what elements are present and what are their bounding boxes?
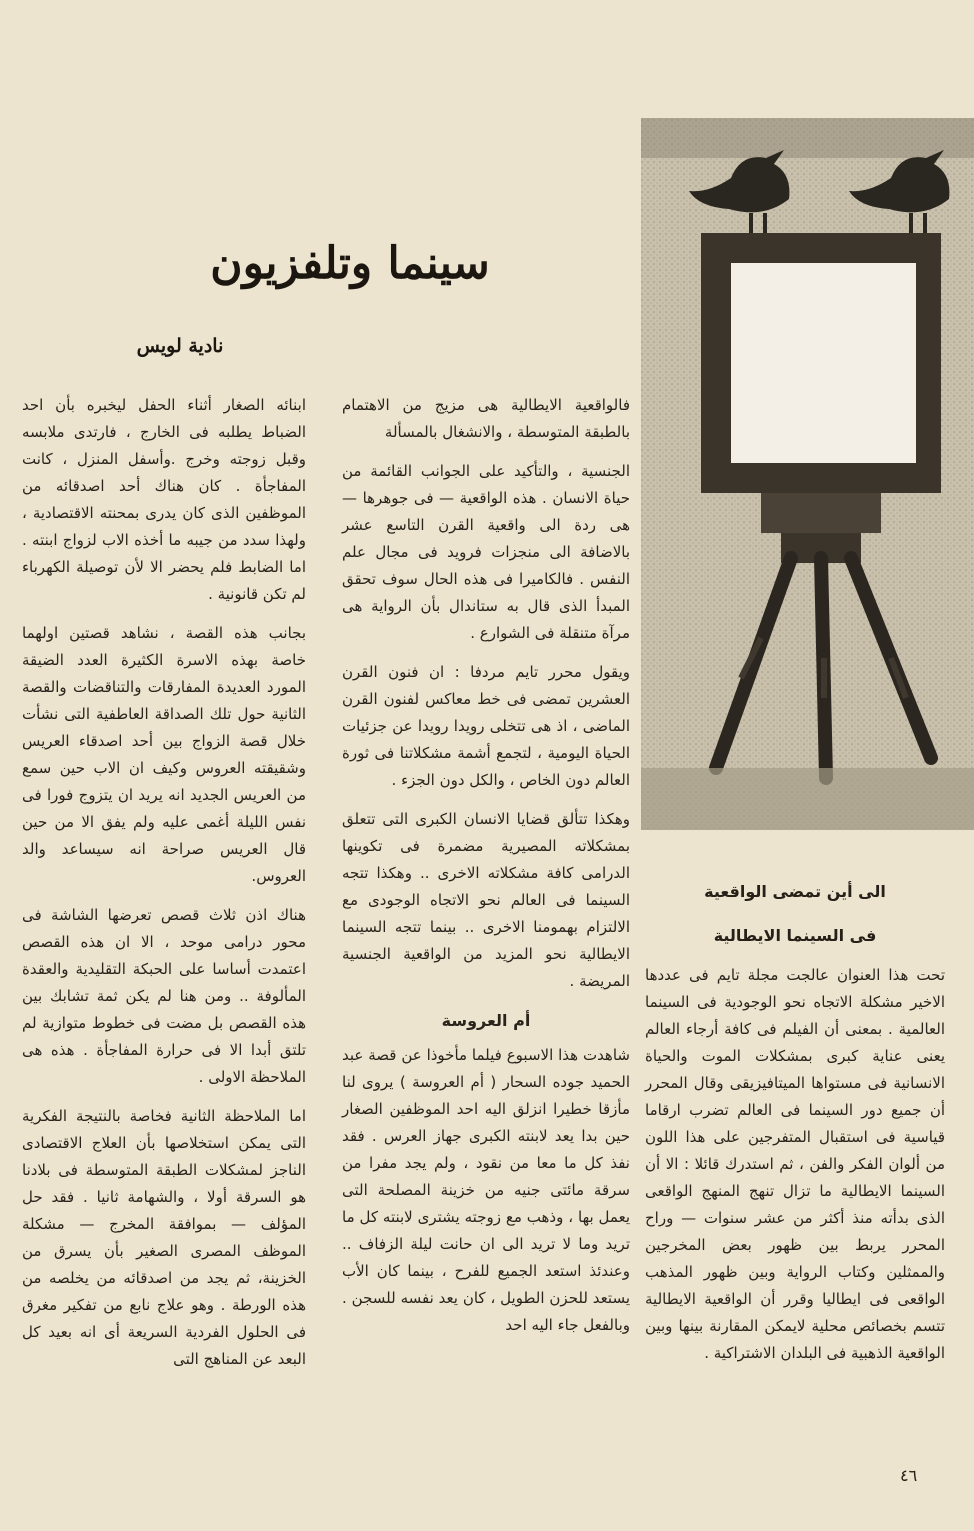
right-section-headings [645, 870, 945, 958]
paragraph: ابنائه الصغار أثناء الحفل ليخبره بأن احد الضباط يطلبه فى الخارج ، فارتدى ملابسه وقبل زوجته وخرج .وأسفل المنزل ، كانت المفاجأة . كان هناك أحد اصدقائه من الموظفين الذى كان يدرى بمحنته الاقتصادية ، ولهذا سدد من جيبه ما أخذه الاب لزواج ابنته . اما الضابط فلم يحضر الا لأن توصيلة الكهرباء لم تكن قانونية . [22, 396, 306, 603]
middle-column [342, 392, 630, 1351]
paragraph: بجانب هذه القصة ، نشاهد قصتين اولهما خاصة بهذه الاسرة الكثيرة العدد الضيقة المورد العديدة المفارقات والتناقضات والقصة الثانية حول تلك الصداقة العاطفية التى نشأت خلال قصة الزواج بين أحد اصدقاء العريس وشقيقته العروس وكيف ان الاب حين سمع من العريس الجديد انه يريد ان يتزوج فورا فى نفس الليلة أغمى عليه ولم يفق الا من حين قال العريس صراحة انه سيساعد والد العروس. [22, 624, 306, 885]
paragraph: اما الملاحظة الثانية فخاصة بالنتيجة الفكرية التى يمكن استخلاصها بأن العلاج الاقتصادى الناجز لمشكلات الطبقة المتوسطة فى بلادنا هو السرقة أولا ، والشهامة ثانيا . فقد حل المؤلف — بموافقة المخرج — مشكلة الموظف المصرى الصغير بأن يسرق من الخزينة، ثم يجد من اصدقائه من يخلصه من هذه الورطة . وهو علاج نابع من تفكير مغرق فى الحلول الفردية السريعة أى انه بعيد كل البعد عن المناهج التى [22, 1107, 306, 1368]
article-title: سينما وتلفزيون [210, 238, 490, 289]
paragraph: فالواقعية الايطالية هى مزيج من الاهتمام بالطبقة المتوسطة ، والانشغال بالمسألة [342, 396, 630, 441]
section-heading: أم العروسة [441, 1011, 531, 1030]
paragraph: وهكذا تتألق قضايا الانسان الكبرى التى تتعلق بمشكلاته المصيرية مضمرة فى تكوينها الدرامى كافة مشكلاته الاخرى .. وهكذا تتجه السينما فى العالم نحو الاتجاه الوجودى مع الالتزام بهمومنا الاخرى .. بينما تتجه السينما الايطالية نحو المزيد من الواقعية الجنسية المريضة . [342, 810, 630, 990]
paragraph: تحت هذا العنوان عالجت مجلة تايم فى عددها الاخير مشكلة الاتجاه نحو الوجودية فى السينما العالمية . بمعنى أن الفيلم فى كافة أرجاء العالم يعنى عناية كبرى بمشكلات الموت والحياة الانسانية فى مستواها الميتافيزيقى وقال المحرر أن جميع دور السينما فى العالم تضرب ارقاما قياسية فى استقبال المتفرجين على هذا اللون من ألوان الفكر والفن ، ثم استدرك قائلا : الا أن السينما الايطالية ما تزال تنهج المنهج الواقعى الذى بدأته منذ أكثر من عشر سنوات — وراح المحرر يربط بين ظهور بعض المخرجين والممثلين وكتاب الرواية وبين ظهور المذهب الواقعى فى ايطاليا وقرر أن الواقعية الايطالية تتسم بخصائص محلية لايمكن المقارنة بينها وبين الواقعية الذهبية فى البلدان الاشتراكية . [645, 966, 945, 1362]
page-number: ٤٦ [900, 1466, 918, 1485]
illustration-svg [641, 118, 974, 830]
section-heading: فى السينما الايطالية [713, 926, 877, 945]
article-author: نادية لويس [136, 335, 224, 357]
right-column [645, 962, 945, 1379]
camera-tripod-birds-illustration [641, 118, 974, 830]
section-heading: الى أين تمضى الواقعية [704, 882, 886, 901]
left-column [22, 392, 306, 1385]
paragraph: الجنسية ، والتأكيد على الجوانب القائمة من حياة الانسان . هذه الواقعية — فى جوهرها — هى ردة الى واقعية القرن التاسع عشر بالاضافة الى منجزات فرويد فى مجال علم النفس . فالكاميرا فى هذه الحال سوف تحقق المبدأ الذى قال به ستاندال بأن الرواية هى مرآة متنقلة فى الشوارع . [342, 462, 630, 642]
paragraph: شاهدت هذا الاسبوع فيلما مأخوذا عن قصة عبد الحميد جوده السحار ( أم العروسة ) يروى لنا مأزقا خطيرا انزلق اليه احد الموظفين الصغار حين بدا يعد لابنته الكبرى جهاز العرس . فقد نفذ كل ما معا من نقود ، ولم يجد مفرا من سرقة مائتى جنيه من خزينة المصلحة التى يعمل بها ، وذهب مع زوجته يشترى لابنته كل ما تريد وما لا تريد الى ان حانت ليلة الزفاف .. وعندئذ استعد الجميع للفرح ، بينما كان الأب يستعد للحزن الطويل ، كان يعد نفسه للسجن . وبالفعل جاء اليه احد [342, 1046, 630, 1334]
paragraph: هناك اذن ثلاث قصص تعرضها الشاشة فى محور درامى موحد ، الا ان هذه القصص اعتمدت أساسا على الحبكة التقليدية والعقدة المألوفة .. ومن هنا لم يكن ثمة تشابك بين هذه القصص بل مضت فى خطوط متوازية لم تلتق أبدا الا فى حرارة المفاجأة . هذه هى الملاحظة الاولى . [22, 906, 306, 1086]
paragraph: ويقول محرر تايم مردفا : ان فنون القرن العشرين تمضى فى خط معاكس لفنون القرن الماضى ، اذ هى تتخلى رويدا رويدا عن جزئيات الحياة اليومية ، لتجمع أشمة مشكلاتنا فى ثورة العالم دون الخاص ، والكل دون الجزء . [342, 663, 630, 789]
